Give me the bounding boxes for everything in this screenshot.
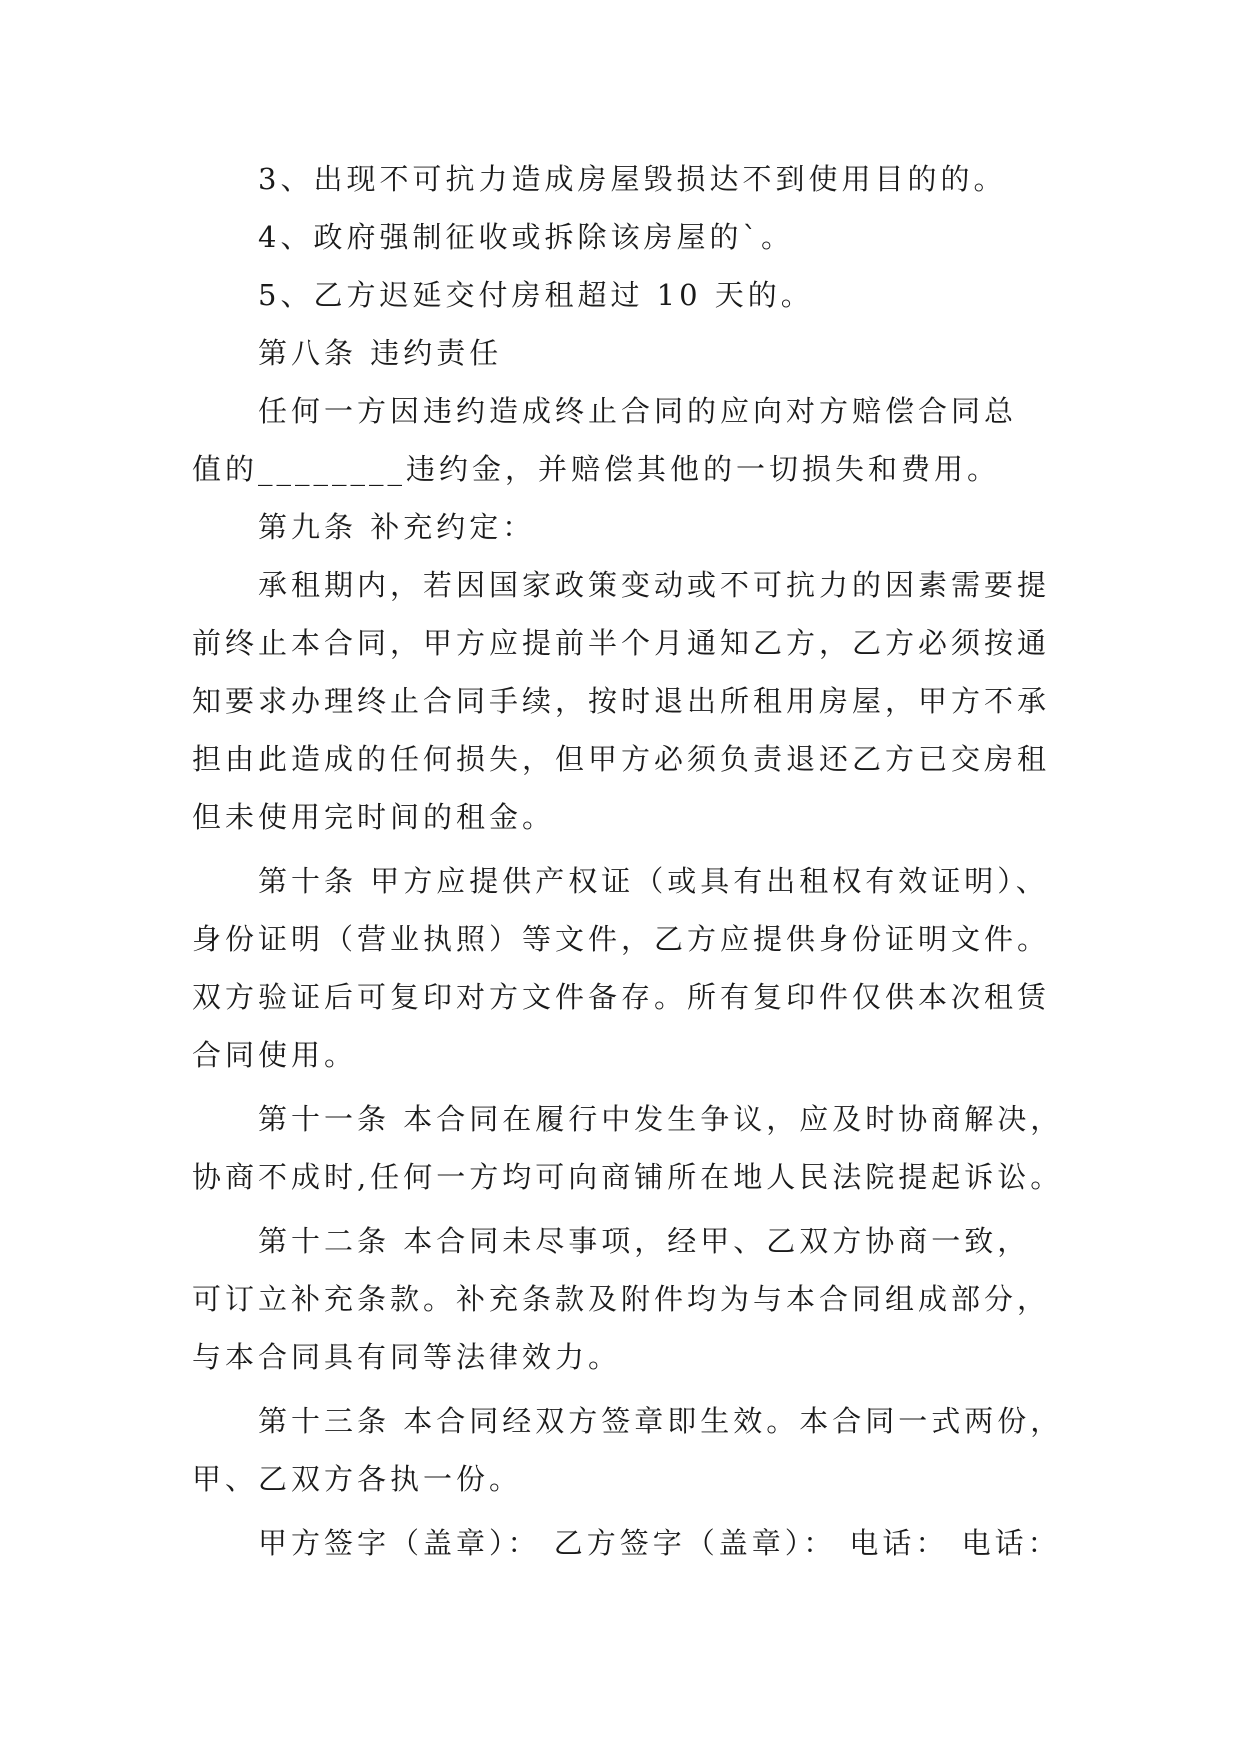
article-9-text-line-5: 但未使用完时间的租金。 bbox=[192, 800, 556, 834]
article-10-line-1: 第十条 甲方应提供产权证（或具有出租权有效证明）、 bbox=[258, 864, 1049, 898]
article-11-line-2: 协商不成时,任何一方均可向商铺所在地人民法院提起诉讼。 bbox=[192, 1160, 1064, 1194]
article-13-line-2: 甲、乙双方各执一份。 bbox=[192, 1462, 523, 1496]
article-12-line-1: 第十二条 本合同未尽事项，经甲、乙双方协商一致， bbox=[258, 1224, 1031, 1258]
article-9-text-line-3: 知要求办理终止合同手续，按时退出所租用房屋，甲方不承 bbox=[192, 684, 1051, 718]
clause-item-5: 5、乙方迟延交付房租超过 10 天的。 bbox=[258, 278, 814, 312]
article-8-text-line-1: 任何一方因违约造成终止合同的应向对方赔偿合同总 bbox=[258, 394, 1018, 428]
article-12-line-3: 与本合同具有同等法律效力。 bbox=[192, 1340, 622, 1374]
signature-line: 甲方签字（盖章）： 乙方签字（盖章）： 电话： 电话： bbox=[258, 1526, 1061, 1560]
clause-item-3: 3、出现不可抗力造成房屋毁损达不到使用目的的。 bbox=[258, 162, 1007, 196]
article-9-text-line-2: 前终止本合同，甲方应提前半个月通知乙方，乙方必须按通 bbox=[192, 626, 1051, 660]
article-10-line-4: 合同使用。 bbox=[192, 1038, 358, 1072]
article-10-line-3: 双方验证后可复印对方文件备存。所有复印件仅供本次租赁 bbox=[192, 980, 1051, 1014]
contract-body bbox=[192, 150, 1072, 1572]
article-12-line-2: 可订立补充条款。补充条款及附件均为与本合同组成部分， bbox=[192, 1282, 1051, 1316]
article-8-heading: 第八条 违约责任 bbox=[258, 336, 503, 370]
article-9-heading: 第九条 补充约定： bbox=[258, 510, 536, 544]
article-9-text-line-1: 承租期内，若因国家政策变动或不可抗力的因素需要提 bbox=[258, 568, 1051, 602]
article-9-text-line-4: 担由此造成的任何损失，但甲方必须负责退还乙方已交房租 bbox=[192, 742, 1051, 776]
article-13-line-1: 第十三条 本合同经双方签章即生效。本合同一式两份， bbox=[258, 1404, 1064, 1438]
article-8-text-line-2: 值的________违约金，并赔偿其他的一切损失和费用。 bbox=[192, 452, 1001, 486]
article-11-line-1: 第十一条 本合同在履行中发生争议，应及时协商解决， bbox=[258, 1102, 1064, 1136]
clause-item-4: 4、政府强制征收或拆除该房屋的`。 bbox=[258, 220, 794, 254]
article-10-line-2: 身份证明（营业执照）等文件，乙方应提供身份证明文件。 bbox=[192, 922, 1051, 956]
